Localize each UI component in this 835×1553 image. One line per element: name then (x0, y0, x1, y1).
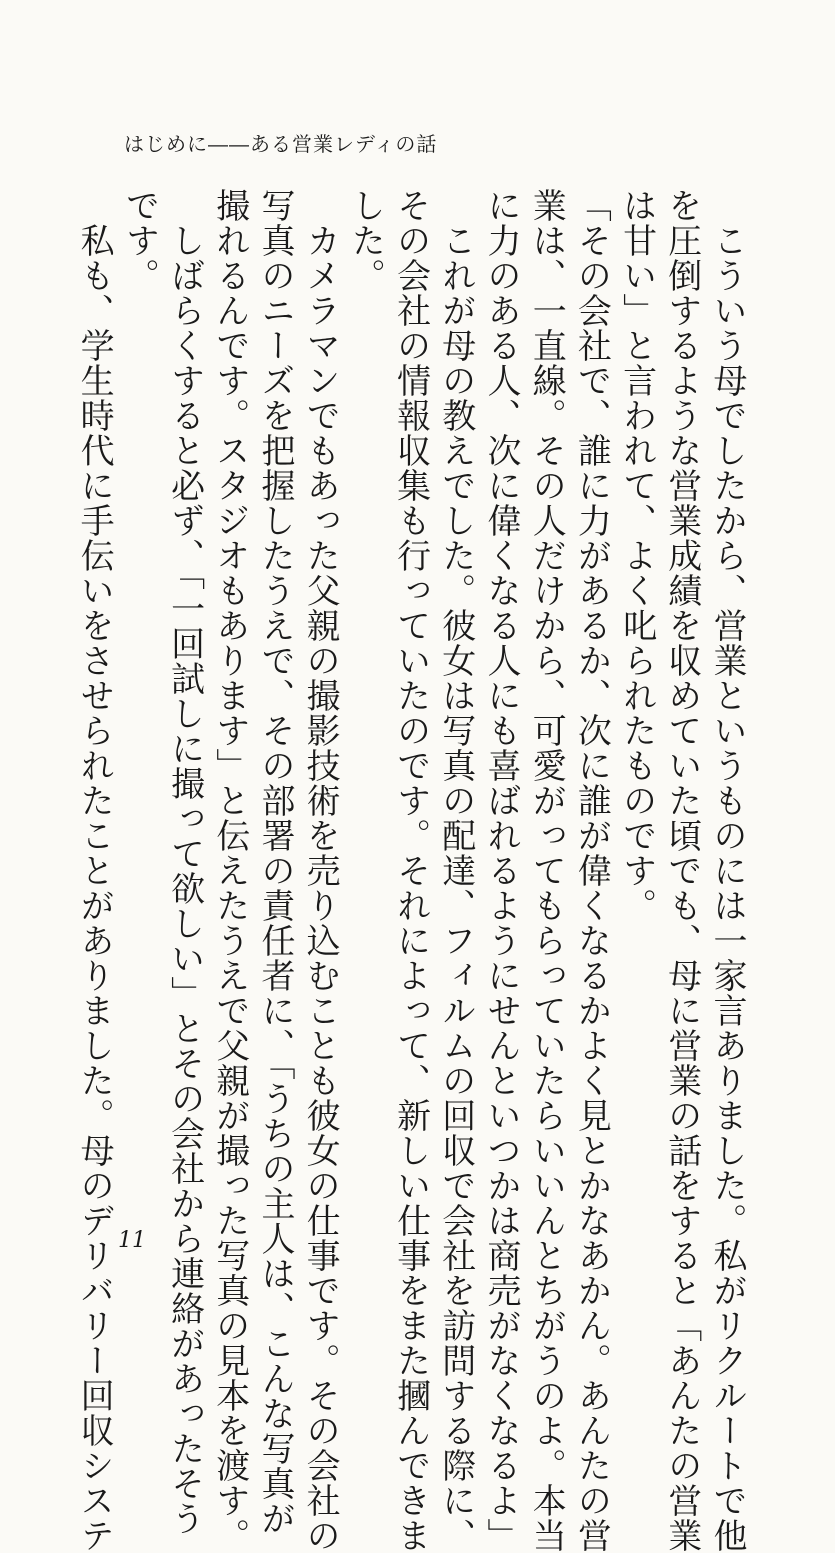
text-line: です。 (119, 188, 160, 293)
text-line: 「その会社で、誰に力があるか、次に誰が偉くなるかよく見とかなあかん。あんたの営 (571, 188, 612, 1553)
text-line: した。 (345, 188, 386, 293)
text-line: に力のある人、次に偉くなる人にも喜ばれるようにせんといつかは商売がなくなるよ」 (480, 188, 521, 1553)
text-line: カメラマンでもあった父親の撮影技術を売り込むことも彼女の仕事です。その会社の (300, 188, 341, 1553)
page-number: 11 (118, 1228, 146, 1253)
text-line: しばらくすると必ず、「一回試しに撮って欲しい」とその会社から連絡があったそう (164, 188, 205, 1536)
text-line: は甘い」と言われて、よく叱られたものです。 (616, 188, 657, 923)
text-line: 業は、一直線。その人だけから、可愛がってもらっていたらいいんとちがうのよ。本当 (526, 188, 567, 1553)
text-line: 写真のニーズを把握したうえで、その部署の責任者に、「うちの主人は、こんな写真が (254, 188, 295, 1536)
text-line: これが母の教えでした。彼女は写真の配達、フィルムの回収で会社を訪問する際に、 (435, 188, 476, 1553)
running-header: はじめに――ある営業レディの話 (124, 132, 438, 156)
text-line: 私も、学生時代に手伝いをさせられたことがありました。母のデリバリー回収システ (74, 188, 115, 1553)
text-line: こういう母でしたから、営業というものには一家言ありました。私がリクルートで他 (707, 188, 747, 1553)
text-line: 撮れるんです。スタジオもあります」と伝えたうえで父親が撮った写真の見本を渡す。 (209, 188, 250, 1553)
text-line: を圧倒するような営業成績を収めていた頃でも、母に営業の話をすると「あんたの営業 (661, 188, 702, 1553)
text-line: その会社の情報収集も行っていたのです。それによって、新しい仕事をまた摑んできま (390, 188, 431, 1553)
